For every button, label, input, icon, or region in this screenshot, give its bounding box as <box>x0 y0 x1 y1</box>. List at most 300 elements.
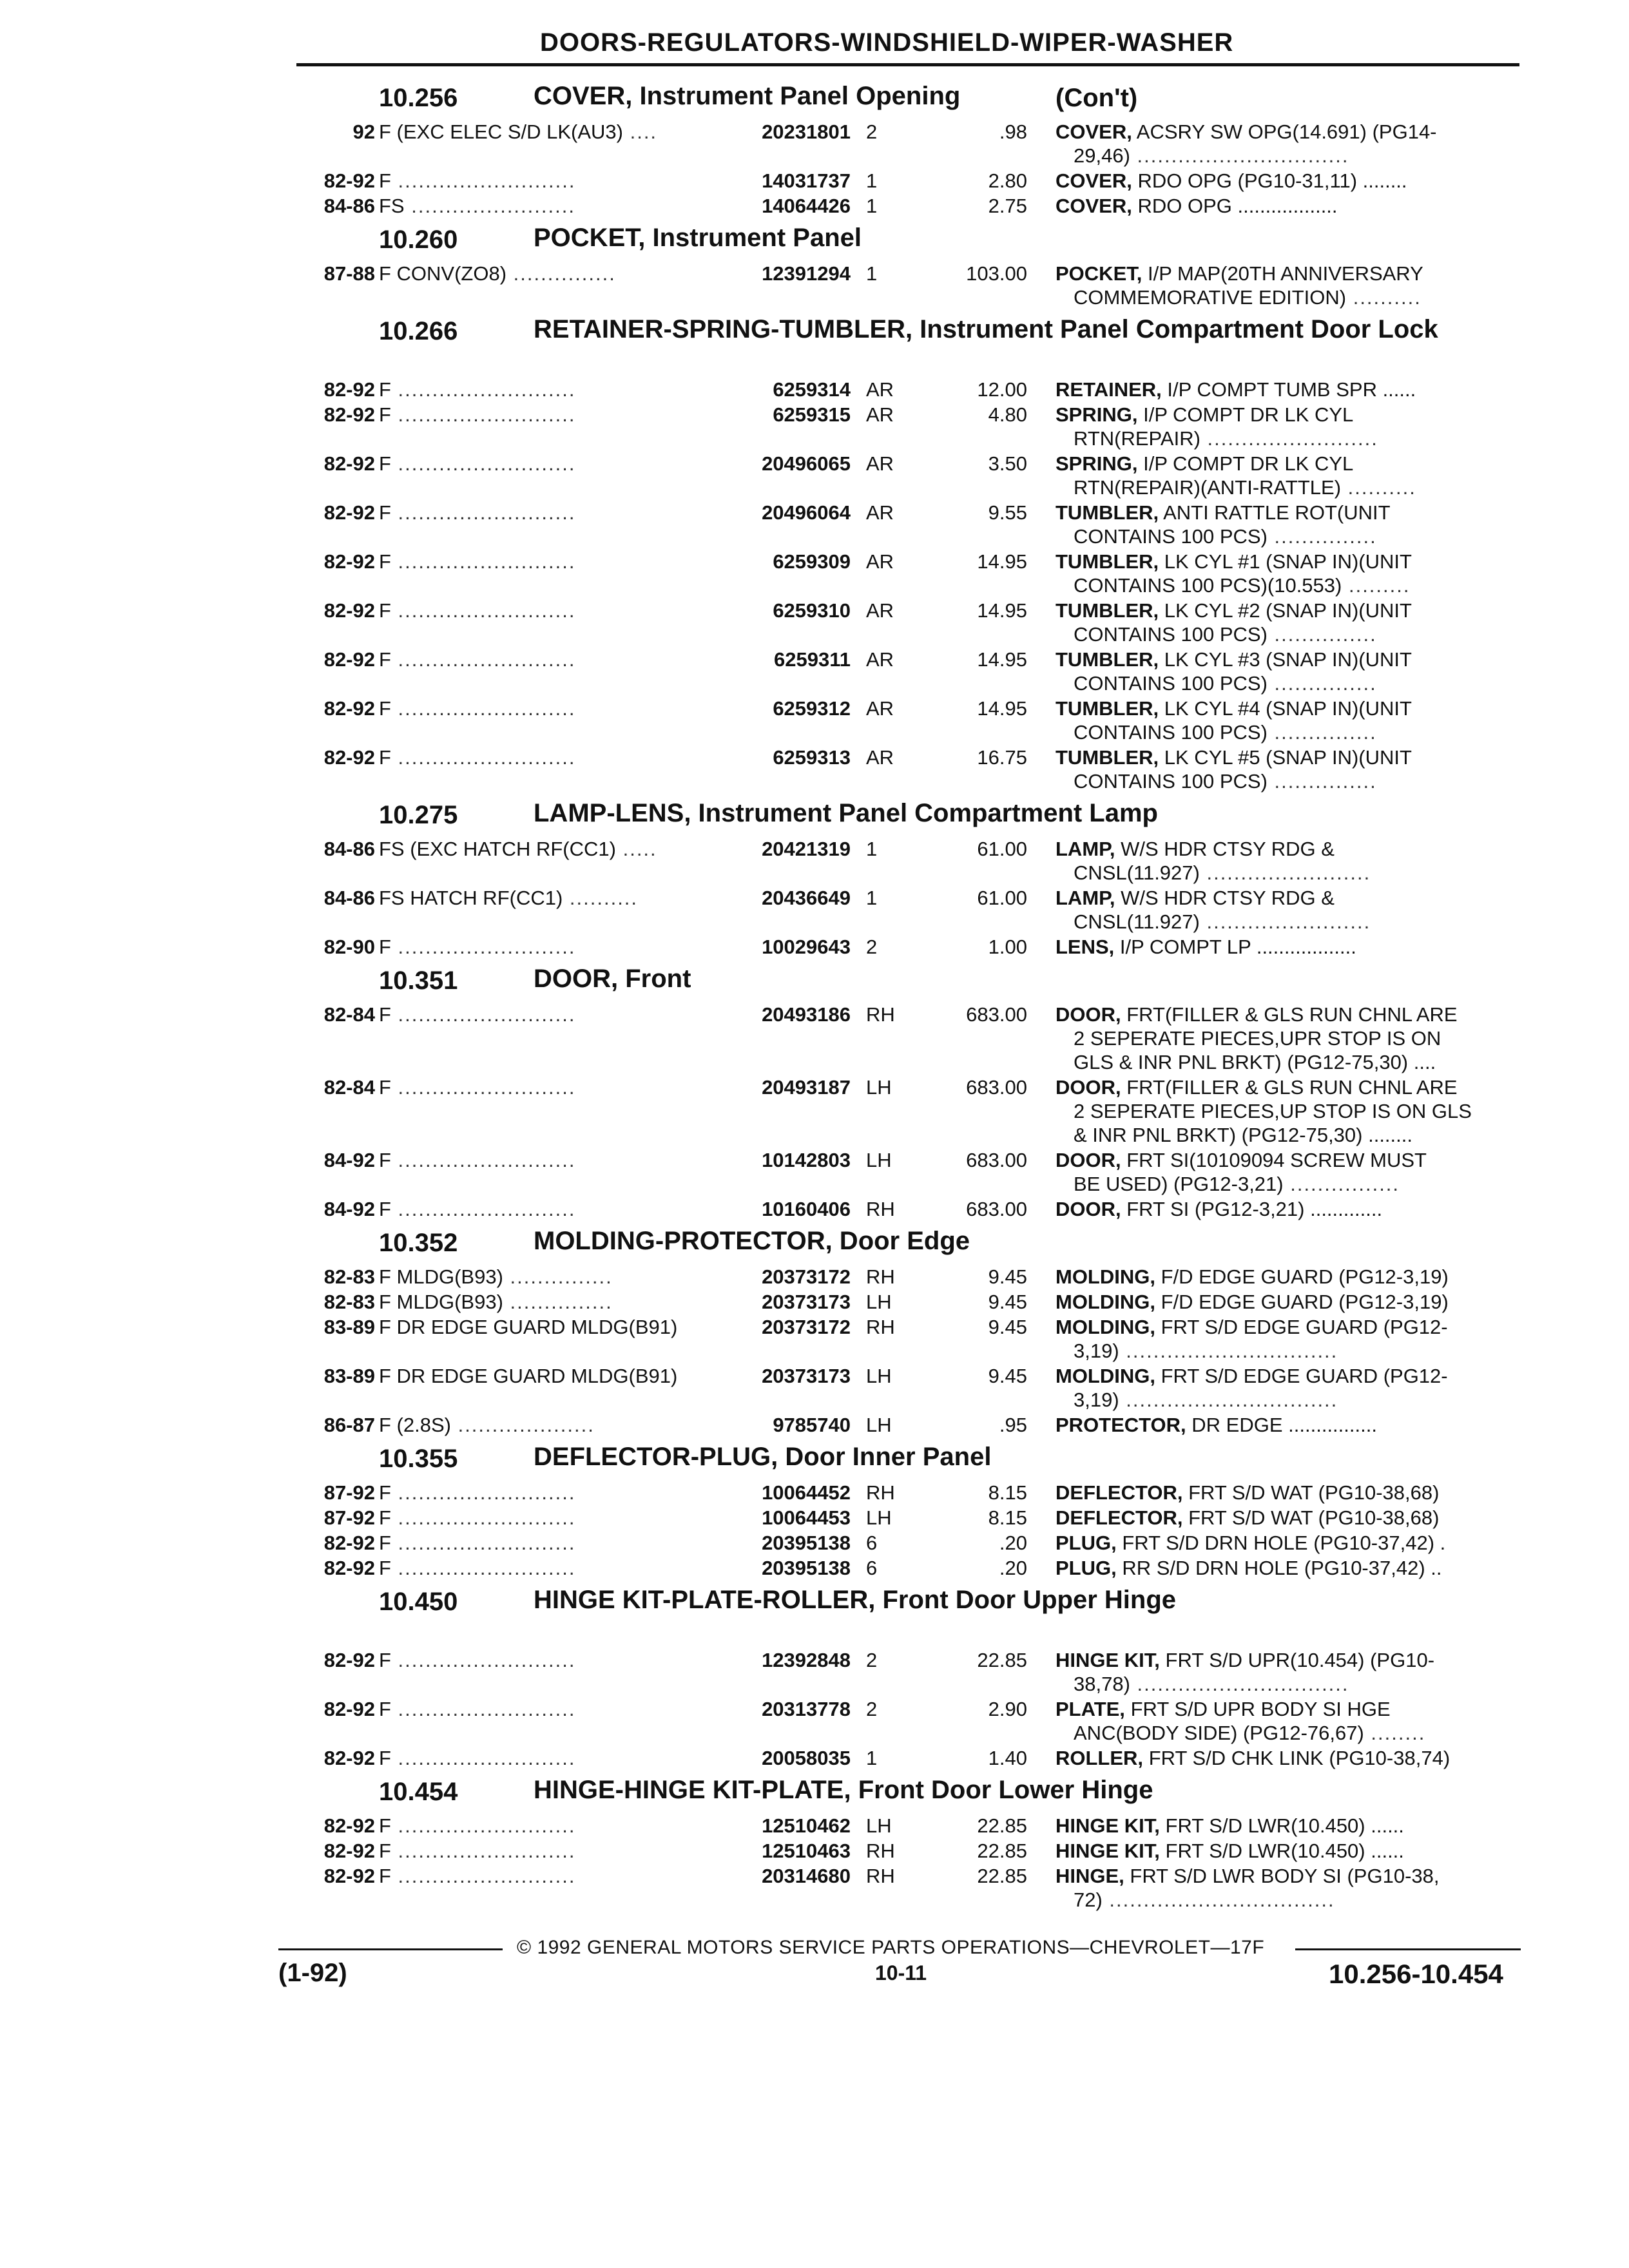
leader-dots: .......................... <box>390 648 576 671</box>
part-number: 20395138 <box>762 1532 851 1554</box>
description-text: FRT S/D LWR(10.450) ...... <box>1165 1840 1404 1862</box>
leader-dots: .......................... <box>390 1840 576 1862</box>
leader-dots: .......................... <box>390 1747 576 1769</box>
description-cell <box>1055 1746 1526 1770</box>
part-row <box>0 194 1629 219</box>
section-title: HINGE-HINGE KIT-PLATE, Front Door Lower Hinge <box>534 1776 1153 1804</box>
application-text: FS HATCH RF(CC1) <box>379 887 563 909</box>
quantity: AR <box>866 403 894 426</box>
description-keyword: DOOR, <box>1055 1198 1121 1220</box>
application-cell <box>379 1265 727 1289</box>
quantity: RH <box>866 1865 895 1887</box>
leader-dots: .......................... <box>390 1865 576 1887</box>
part-number: 20373173 <box>762 1365 851 1387</box>
application-cell <box>379 1839 727 1863</box>
description-text: I/P COMPT LP .................. <box>1119 936 1356 958</box>
description-continuation <box>1055 524 1526 548</box>
section-number: 10.352 <box>379 1229 458 1257</box>
application-cell <box>379 1746 727 1770</box>
leader-dots: ............... <box>506 262 616 285</box>
description-keyword: MOLDING, <box>1055 1316 1155 1338</box>
application-cell <box>379 1506 727 1530</box>
description-keyword: TUMBLER, <box>1055 550 1159 573</box>
description-text: RDO OPG .................. <box>1137 195 1338 217</box>
application-text: F <box>379 378 391 401</box>
model-years: 82-84 <box>323 1003 375 1026</box>
description-keyword: PLUG, <box>1055 1532 1117 1554</box>
part-number: 20373172 <box>762 1265 851 1288</box>
leader-dots: ............... <box>1267 770 1377 793</box>
part-row <box>0 1531 1629 1556</box>
description-cell <box>1055 1481 1526 1504</box>
description-line-2: CNSL(11.927) <box>1074 861 1200 884</box>
application-text: F <box>379 599 391 622</box>
leader-dots: ............... <box>503 1291 613 1313</box>
price: 61.00 <box>977 838 1027 860</box>
leader-dots: .......................... <box>390 1814 576 1837</box>
leader-dots: ............... <box>503 1265 613 1288</box>
quantity: AR <box>866 697 894 720</box>
price: 22.85 <box>977 1840 1027 1862</box>
quantity: 1 <box>866 195 878 217</box>
price: .95 <box>999 1414 1027 1436</box>
description-continuation <box>1055 1672 1526 1696</box>
quantity: 1 <box>866 887 878 909</box>
footer-rule-right <box>1295 1948 1521 1950</box>
description-cell <box>1055 1531 1526 1555</box>
part-row <box>0 837 1629 886</box>
description-keyword: HINGE KIT, <box>1055 1649 1160 1671</box>
description-line-2: ANC(BODY SIDE) (PG12-76,67) <box>1074 1722 1364 1744</box>
description-cell <box>1055 1315 1526 1363</box>
part-row <box>0 1481 1629 1506</box>
application-cell <box>379 1648 727 1672</box>
application-text: F <box>379 1198 391 1220</box>
application-text: F <box>379 1747 391 1769</box>
part-row <box>0 1814 1629 1839</box>
leader-dots: .......................... <box>390 746 576 769</box>
description-keyword: COVER, <box>1055 120 1132 143</box>
model-years: 82-84 <box>323 1076 375 1099</box>
description-text: DR EDGE ................ <box>1191 1414 1377 1436</box>
model-years: 82-92 <box>323 1840 375 1862</box>
leader-dots: .......................... <box>390 1076 576 1099</box>
application-text: F <box>379 1814 391 1837</box>
model-years: 82-92 <box>323 697 375 720</box>
leader-dots: .......................... <box>390 1003 576 1026</box>
part-number: 20496065 <box>762 452 851 475</box>
description-text: ANTI RATTLE ROT(UNIT <box>1163 501 1391 524</box>
description-continuation <box>1055 1026 1526 1050</box>
leader-dots: .......................... <box>390 550 576 573</box>
description-keyword: DOOR, <box>1055 1003 1121 1026</box>
part-number: 12391294 <box>762 262 851 285</box>
description-cell <box>1055 1839 1526 1863</box>
model-years: 82-92 <box>323 1698 375 1720</box>
section-title: MOLDING-PROTECTOR, Door Edge <box>534 1227 970 1255</box>
description-cell <box>1055 1075 1526 1147</box>
model-years: 82-92 <box>323 378 375 401</box>
part-number: 20313778 <box>762 1698 851 1720</box>
description-cell <box>1055 837 1526 885</box>
application-cell <box>379 120 727 144</box>
application-cell <box>379 697 727 720</box>
description-continuation <box>1055 861 1526 885</box>
part-number: 20314680 <box>762 1865 851 1887</box>
application-text: F <box>379 936 391 958</box>
model-years: 92 <box>352 120 375 143</box>
price: 8.15 <box>988 1481 1027 1504</box>
leader-dots: .......................... <box>390 1198 576 1220</box>
leader-dots: .......................... <box>390 936 576 958</box>
quantity: AR <box>866 452 894 475</box>
part-row <box>0 697 1629 745</box>
application-text: F <box>379 550 391 573</box>
price: 103.00 <box>966 262 1027 285</box>
application-cell <box>379 1864 727 1888</box>
description-line-2: CNSL(11.927) <box>1074 910 1200 933</box>
part-row <box>0 1290 1629 1315</box>
description-continuation <box>1055 1172 1526 1196</box>
description-cell <box>1055 599 1526 646</box>
description-keyword: HINGE KIT, <box>1055 1814 1160 1837</box>
application-cell <box>379 194 727 218</box>
description-keyword: TUMBLER, <box>1055 746 1159 769</box>
description-keyword: TUMBLER, <box>1055 697 1159 720</box>
application-text: F <box>379 1649 391 1671</box>
price: 16.75 <box>977 746 1027 769</box>
part-number: 20436649 <box>762 887 851 909</box>
price: 14.95 <box>977 599 1027 622</box>
description-keyword: LAMP, <box>1055 838 1115 860</box>
description-text: I/P COMPT DR LK CYL <box>1143 452 1354 475</box>
description-keyword: POCKET, <box>1055 262 1142 285</box>
description-keyword: HINGE KIT, <box>1055 1840 1160 1862</box>
section-title: DOOR, Front <box>534 965 691 993</box>
description-text: I/P COMPT DR LK CYL <box>1143 403 1354 426</box>
section-number: 10.256 <box>379 84 458 112</box>
quantity: RH <box>866 1840 895 1862</box>
application-text: FS <box>379 195 405 217</box>
part-number: 10064453 <box>762 1506 851 1529</box>
application-text: FS (EXC HATCH RF(CC1) <box>379 838 616 860</box>
quantity: 6 <box>866 1532 878 1554</box>
application-cell <box>379 1148 727 1172</box>
description-line-2: 3,19) <box>1074 1389 1119 1411</box>
description-text: I/P MAP(20TH ANNIVERSARY <box>1147 262 1423 285</box>
model-years: 82-92 <box>323 169 375 192</box>
section-number: 10.260 <box>379 226 458 254</box>
model-years: 82-92 <box>323 403 375 426</box>
leader-dots: ................ <box>1283 1173 1400 1195</box>
description-text: FRT(FILLER & GLS RUN CHNL ARE <box>1126 1076 1458 1099</box>
application-text: F <box>379 1865 391 1887</box>
leader-dots: .......................... <box>390 1532 576 1554</box>
leader-dots: .......................... <box>390 1557 576 1579</box>
description-cell <box>1055 648 1526 695</box>
application-cell <box>379 1531 727 1555</box>
leader-dots: ..... <box>615 838 657 860</box>
model-years: 82-92 <box>323 648 375 671</box>
description-cell <box>1055 1556 1526 1580</box>
section-continued: (Con't) <box>1055 84 1138 112</box>
model-years: 87-92 <box>323 1481 375 1504</box>
part-row <box>0 378 1629 403</box>
part-row <box>0 262 1629 311</box>
model-years: 82-92 <box>323 452 375 475</box>
application-text: F DR EDGE GUARD MLDG(B91) <box>379 1365 678 1387</box>
quantity: AR <box>866 746 894 769</box>
description-text: FRT(FILLER & GLS RUN CHNL ARE <box>1126 1003 1458 1026</box>
section-header <box>0 960 1629 1003</box>
part-row <box>0 1413 1629 1438</box>
leader-dots: ............... <box>1267 672 1377 695</box>
part-number: 20058035 <box>762 1747 851 1769</box>
application-text: F <box>379 1840 391 1862</box>
description-text: FRT S/D UPR(10.454) (PG10- <box>1165 1649 1435 1671</box>
price: 12.00 <box>977 378 1027 401</box>
description-cell <box>1055 403 1526 450</box>
application-cell <box>379 1697 727 1721</box>
description-keyword: MOLDING, <box>1055 1265 1155 1288</box>
description-text: FRT S/D EDGE GUARD (PG12- <box>1161 1365 1448 1387</box>
leader-dots: ............................... <box>1130 144 1349 167</box>
footer-copyright: © 1992 GENERAL MOTORS SERVICE PARTS OPERATIONS—CHEVROLET—17F <box>517 1937 1265 1958</box>
price: .20 <box>999 1532 1027 1554</box>
application-cell <box>379 262 727 285</box>
part-row <box>0 1839 1629 1864</box>
description-line-3: GLS & INR PNL BRKT) (PG12-75,30) .... <box>1074 1051 1436 1073</box>
application-text: F <box>379 1481 391 1504</box>
description-keyword: ROLLER, <box>1055 1747 1144 1769</box>
part-row <box>0 403 1629 452</box>
application-text: F <box>379 1557 391 1579</box>
section-number: 10.454 <box>379 1778 458 1806</box>
part-number: 14031737 <box>762 169 851 192</box>
application-text: F <box>379 452 391 475</box>
application-text: F MLDG(B93) <box>379 1265 503 1288</box>
leader-dots: .......................... <box>390 378 576 401</box>
part-row <box>0 501 1629 550</box>
description-line-2: 29,46) <box>1074 144 1130 167</box>
description-cell <box>1055 262 1526 309</box>
description-continuation <box>1055 1888 1526 1912</box>
application-text: F (EXC ELEC S/D LK(AU3) <box>379 120 623 143</box>
part-number: 12510462 <box>762 1814 851 1837</box>
application-cell <box>379 452 727 476</box>
description-text: FRT S/D EDGE GUARD (PG12- <box>1161 1316 1448 1338</box>
quantity: LH <box>866 1414 892 1436</box>
page-header-title: DOORS-REGULATORS-WINDSHIELD-WIPER-WASHER <box>540 28 1234 57</box>
quantity: 1 <box>866 169 878 192</box>
description-line-2: 38,78) <box>1074 1673 1130 1695</box>
description-keyword: TUMBLER, <box>1055 599 1159 622</box>
quantity: 1 <box>866 262 878 285</box>
model-years: 82-92 <box>323 501 375 524</box>
section-title: COVER, Instrument Panel Opening <box>534 82 961 110</box>
quantity: RH <box>866 1198 895 1220</box>
part-row <box>0 1197 1629 1222</box>
description-cell <box>1055 697 1526 744</box>
description-cell <box>1055 1290 1526 1314</box>
section-header <box>0 77 1629 120</box>
model-years: 84-86 <box>323 838 375 860</box>
application-text: F CONV(ZO8) <box>379 262 507 285</box>
part-row <box>0 1315 1629 1364</box>
section-header <box>0 1771 1629 1814</box>
leader-dots: ........ <box>1364 1722 1426 1744</box>
leader-dots: .......................... <box>390 1698 576 1720</box>
description-line-2: CONTAINS 100 PCS) <box>1074 623 1268 646</box>
description-cell <box>1055 452 1526 499</box>
part-number: 6259312 <box>773 697 851 720</box>
description-text: FRT SI (PG12-3,21) ............. <box>1126 1198 1383 1220</box>
description-line-2: 2 SEPERATE PIECES,UPR STOP IS ON <box>1074 1027 1441 1050</box>
section-header <box>0 1222 1629 1265</box>
part-number: 10064452 <box>762 1481 851 1504</box>
description-line-2: CONTAINS 100 PCS)(10.553) <box>1074 574 1342 597</box>
price: .20 <box>999 1557 1027 1579</box>
quantity: AR <box>866 550 894 573</box>
price: 2.80 <box>988 169 1027 192</box>
model-years: 84-86 <box>323 195 375 217</box>
application-text: F <box>379 1076 391 1099</box>
description-text: LK CYL #3 (SNAP IN)(UNIT <box>1164 648 1412 671</box>
part-row <box>0 1746 1629 1771</box>
price: 9.55 <box>988 501 1027 524</box>
part-row <box>0 1148 1629 1197</box>
application-cell <box>379 403 727 427</box>
description-keyword: SPRING, <box>1055 403 1138 426</box>
price: 1.40 <box>988 1747 1027 1769</box>
model-years: 87-88 <box>323 262 375 285</box>
description-text: FRT S/D WAT (PG10-38,68) <box>1188 1481 1440 1504</box>
description-text: FRT SI(10109094 SCREW MUST <box>1126 1149 1427 1171</box>
model-years: 84-92 <box>323 1149 375 1171</box>
description-cell <box>1055 1364 1526 1412</box>
description-line-2: BE USED) (PG12-3,21) <box>1074 1173 1284 1195</box>
section-header <box>0 1581 1629 1648</box>
description-keyword: COVER, <box>1055 169 1132 192</box>
description-text: FRT S/D LWR BODY SI (PG10-38, <box>1130 1865 1440 1887</box>
leader-dots: ............................... <box>1130 1673 1349 1695</box>
application-text: F <box>379 697 391 720</box>
description-continuation <box>1055 285 1526 309</box>
description-text: F/D EDGE GUARD (PG12-3,19) <box>1161 1265 1449 1288</box>
description-continuation <box>1055 910 1526 934</box>
leader-dots: .......................... <box>390 452 576 475</box>
model-years: 82-92 <box>323 1557 375 1579</box>
model-years: 82-92 <box>323 1747 375 1769</box>
leader-dots: .......................... <box>390 1149 576 1171</box>
application-text: F <box>379 1003 391 1026</box>
section-number: 10.275 <box>379 801 458 829</box>
price: 683.00 <box>966 1198 1027 1220</box>
section-title: DEFLECTOR-PLUG, Door Inner Panel <box>534 1443 992 1471</box>
quantity: LH <box>866 1365 892 1387</box>
price: 2.90 <box>988 1698 1027 1720</box>
model-years: 82-92 <box>323 599 375 622</box>
description-cell <box>1055 120 1526 168</box>
application-cell <box>379 1413 727 1437</box>
description-continuation <box>1055 1721 1526 1745</box>
description-text: RDO OPG (PG10-31,11) ........ <box>1137 169 1407 192</box>
leader-dots: .................... <box>450 1414 595 1436</box>
part-number: 9785740 <box>773 1414 851 1436</box>
quantity: RH <box>866 1316 895 1338</box>
description-line-2: 2 SEPERATE PIECES,UP STOP IS ON GLS <box>1074 1100 1472 1122</box>
description-text: W/S HDR CTSY RDG & <box>1121 887 1335 909</box>
part-row <box>0 120 1629 169</box>
description-continuation <box>1055 769 1526 793</box>
description-cell <box>1055 1148 1526 1196</box>
part-number: 6259309 <box>773 550 851 573</box>
leader-dots: .......................... <box>390 501 576 524</box>
application-text: F <box>379 1532 391 1554</box>
model-years: 86-87 <box>323 1414 375 1436</box>
price: 14.95 <box>977 550 1027 573</box>
quantity: LH <box>866 1149 892 1171</box>
description-continuation <box>1055 427 1526 450</box>
model-years: 84-92 <box>323 1198 375 1220</box>
quantity: LH <box>866 1076 892 1099</box>
price: 9.45 <box>988 1365 1027 1387</box>
application-cell <box>379 1315 727 1339</box>
description-text: FRT S/D CHK LINK (PG10-38,74) <box>1148 1747 1451 1769</box>
description-cell <box>1055 886 1526 934</box>
application-cell <box>379 1290 727 1314</box>
quantity: 2 <box>866 120 878 143</box>
parts-listing <box>0 77 1629 1913</box>
description-text: FRT S/D DRN HOLE (PG10-37,42) . <box>1122 1532 1446 1554</box>
price: 61.00 <box>977 887 1027 909</box>
description-keyword: DOOR, <box>1055 1149 1121 1171</box>
application-cell <box>379 648 727 671</box>
description-line-2: RTN(REPAIR)(ANTI-RATTLE) <box>1074 476 1342 499</box>
description-line-2: 72) <box>1074 1888 1103 1911</box>
description-cell <box>1055 1814 1526 1838</box>
leader-dots: ............................... <box>1119 1340 1338 1362</box>
leader-dots: .......... <box>1346 286 1422 309</box>
section-number: 10.351 <box>379 966 458 995</box>
application-cell <box>379 935 727 959</box>
footer-section-range: 10.256-10.454 <box>1329 1959 1503 1989</box>
application-cell <box>379 745 727 769</box>
header-rule <box>296 63 1519 66</box>
leader-dots: .......... <box>563 887 639 909</box>
quantity: AR <box>866 599 894 622</box>
application-cell <box>379 378 727 401</box>
application-text: F <box>379 1149 391 1171</box>
footer-rule-left <box>278 1948 503 1950</box>
description-line-2: 3,19) <box>1074 1340 1119 1362</box>
model-years: 82-92 <box>323 1814 375 1837</box>
part-row <box>0 1697 1629 1746</box>
description-keyword: PLATE, <box>1055 1698 1125 1720</box>
description-text: FRT S/D WAT (PG10-38,68) <box>1188 1506 1440 1529</box>
application-text: F DR EDGE GUARD MLDG(B91) <box>379 1316 678 1338</box>
section-header <box>0 1438 1629 1481</box>
description-cell <box>1055 378 1526 401</box>
quantity: LH <box>866 1291 892 1313</box>
description-cell <box>1055 1864 1526 1912</box>
description-cell <box>1055 1648 1526 1696</box>
price: 4.80 <box>988 403 1027 426</box>
description-cell <box>1055 194 1526 218</box>
leader-dots: ........................ <box>404 195 575 217</box>
part-number: 20493186 <box>762 1003 851 1026</box>
description-text: LK CYL #1 (SNAP IN)(UNIT <box>1164 550 1412 573</box>
